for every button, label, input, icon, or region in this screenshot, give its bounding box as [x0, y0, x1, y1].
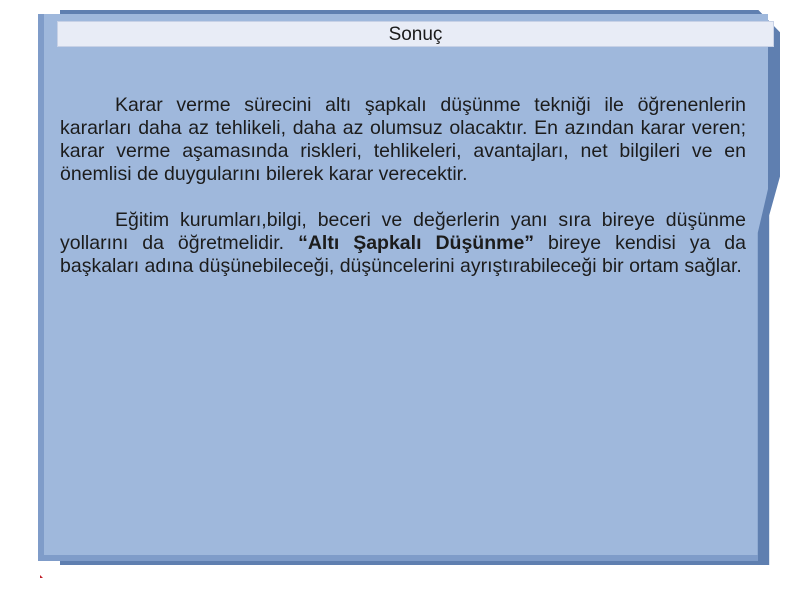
paragraph-2-bold: “Altı Şapkalı Düşünme” — [298, 232, 535, 254]
page-title: Sonuç — [388, 23, 443, 45]
paragraph-2-start: Eğitim kurumları,bilgi, beceri ve değerlerin yanı sıra bireye düşünme yollarını da öğretmelidir. — [60, 209, 746, 254]
paragraph-2-end: bireye kendisi ya da başkaları adına düşünebileceği, düşüncelerini ayrıştırabileceği bir ortam sağlar. — [60, 232, 746, 277]
corner-mark — [40, 575, 43, 578]
content-body — [60, 94, 746, 301]
paragraph-1: Karar verme sürecini altı şapkalı düşünme tekniği ile öğrenenlerin kararları daha az tehlikeli, daha az olumsuz olacaktır. En azından karar veren; karar verme aşamasında riskleri, tehlikeleri, avantajları, net bilgileri ve en önemlisi de duygularını bilerek karar verecektir. — [60, 94, 746, 185]
title-bar — [57, 21, 774, 47]
paragraph-2 — [60, 209, 746, 278]
